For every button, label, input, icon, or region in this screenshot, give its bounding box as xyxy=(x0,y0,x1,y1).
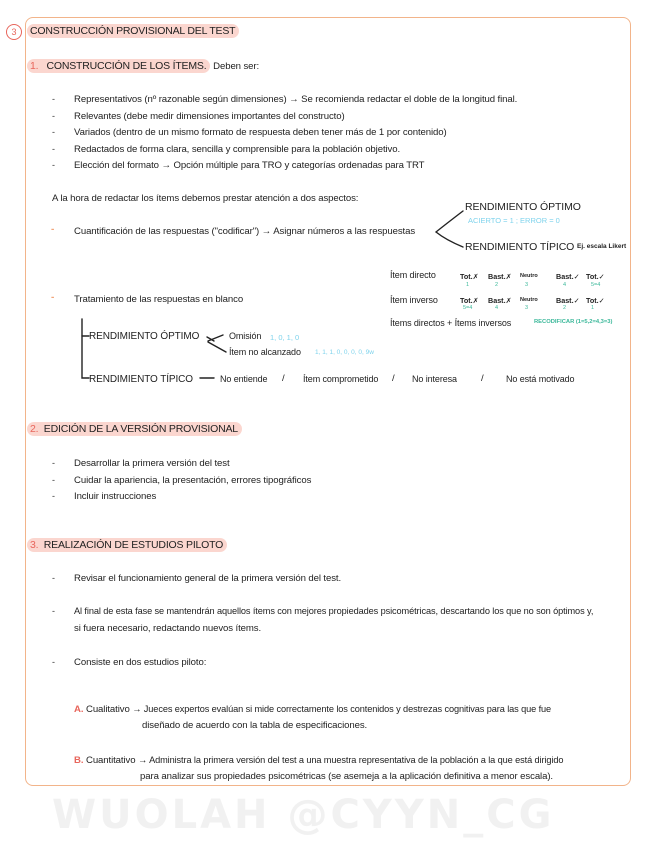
list-item-continued: si fuera necesario, redactando nuevos ítems. xyxy=(74,623,262,634)
section-2-heading: 2. EDICIÓN DE LA VERSIÓN PROVISIONAL xyxy=(27,423,242,435)
list-item: Variados (dentro de un mismo formato de respuesta deben tener más de 1 por contenido) xyxy=(74,127,447,138)
scale-value: 4 xyxy=(495,305,499,311)
list-item: Relevantes (debe medir dimensiones importantes del constructo) xyxy=(74,111,345,122)
scale-label: Bast.✓ xyxy=(556,272,580,281)
scale-label: Bast.✗ xyxy=(488,296,512,305)
study-b-continued: para analizar sus propiedades psicométricas (se asemeja a la aplicación definitiva a menor escala). xyxy=(140,771,553,782)
scale-label: Tot.✗ xyxy=(460,272,479,281)
scale-label: Neutro xyxy=(520,273,538,279)
blank-responses-text: Tratamiento de las respuestas en blanco xyxy=(74,294,244,305)
section-3-heading: 3. REALIZACIÓN DE ESTUDIOS PILOTO xyxy=(27,539,227,551)
item-direct-label: Ítem directo xyxy=(390,270,436,280)
slash: / xyxy=(392,373,395,384)
scale-value: 2 xyxy=(495,282,499,288)
blank-rend-tipico: RENDIMIENTO TÍPICO xyxy=(89,374,193,385)
list-item: Redactados de forma clara, sencilla y comprensible para la población objetivo. xyxy=(74,144,401,155)
list-item: Desarrollar la primera versión del test xyxy=(74,458,230,469)
quantification-text: Cuantificación de las respuestas ("codificar") → Asignar números a las respuestas xyxy=(74,226,416,237)
list-item: Cuidar la apariencia, la presentación, errores tipográficos xyxy=(74,475,312,486)
omission-label: Omisión xyxy=(229,331,262,341)
not-reached-label: Ítem no alcanzado xyxy=(229,347,301,357)
quant-brace xyxy=(436,211,463,247)
slash: / xyxy=(282,373,285,384)
omission-note: 1, 0, 1, 0 xyxy=(270,333,300,342)
scale-label: Tot.✓ xyxy=(586,296,605,305)
scale-label: Neutro xyxy=(520,297,538,303)
slash: / xyxy=(481,373,484,384)
blank-branch xyxy=(82,319,89,378)
scale-label: Bast.✗ xyxy=(488,272,512,281)
intro-text: A la hora de redactar los ítems debemos prestar atención a dos aspectos: xyxy=(52,193,359,204)
tip-option: No está motivado xyxy=(506,374,575,384)
rend-optimo-label: RENDIMIENTO ÓPTIMO xyxy=(465,201,581,213)
scale-note: 5=4 xyxy=(591,282,601,288)
item-inverse-label: Ítem inverso xyxy=(390,295,438,305)
tip-option: No entiende xyxy=(220,374,268,384)
rend-tipico-note: Ej. escala Likert xyxy=(577,243,627,250)
list-item: Incluir instrucciones xyxy=(74,491,157,502)
study-a-continued: diseñado de acuerdo con la tabla de especificaciones. xyxy=(142,720,368,731)
not-reached-note: 1, 1, 1, 0, 0, 0, 0, 9w xyxy=(315,349,374,356)
scale-value: 1 xyxy=(591,305,595,311)
items-both-label: Ítems directos + Ítems inversos xyxy=(390,318,512,328)
rend-tipico-label: RENDIMIENTO TÍPICO xyxy=(465,241,575,253)
tip-option: Ítem comprometido xyxy=(303,374,379,384)
page-title: CONSTRUCCIÓN PROVISIONAL DEL TEST xyxy=(27,25,239,37)
list-item: Representativos (nº razonable según dimensiones) → Se recomienda redactar el doble de la longitud final. xyxy=(74,94,518,105)
scale-value: 3 xyxy=(525,305,529,311)
list-item: Al final de esta fase se mantendrán aquellos ítems con mejores propiedades psicométricas, descartando los que no son óptimos y, xyxy=(74,606,594,616)
study-b: B. Cuantitativo → Administra la primera versión del test a una muestra representativa de la población a la que está dirigido xyxy=(74,755,564,766)
section-1-heading: 1. CONSTRUCCIÓN DE LOS ÍTEMS. Deben ser: xyxy=(27,60,259,72)
scale-value: 1 xyxy=(466,282,470,288)
scale-value: 3 xyxy=(525,282,529,288)
watermark: WUOLAH @CYYN_CG xyxy=(52,792,555,838)
list-item: Elección del formato → Opción múltiple para TRO y categorías ordenadas para TRT xyxy=(74,160,425,171)
recodify-note: RECODIFICAR (1=5,2=4,3=3) xyxy=(534,319,613,325)
study-a: A. Cualitativo → Jueces expertos evalúan si mide correctamente los contenidos y destrezas cognitivas para las que fue xyxy=(74,704,552,715)
scale-value: 2 xyxy=(563,305,567,311)
list-item: Consiste en dos estudios piloto: xyxy=(74,657,207,668)
scale-label: Bast.✓ xyxy=(556,296,580,305)
blank-rend-optimo: RENDIMIENTO ÓPTIMO xyxy=(89,331,200,342)
scale-label: Tot.✗ xyxy=(460,296,479,305)
tip-option: No interesa xyxy=(412,374,457,384)
section-number-badge: 3 xyxy=(6,24,22,40)
scale-label: Tot.✓ xyxy=(586,272,605,281)
scale-value: 4 xyxy=(563,282,567,288)
rend-optimo-note: ACIERTO = 1 ; ERROR = 0 xyxy=(468,216,560,225)
list-item: Revisar el funcionamiento general de la primera versión del test. xyxy=(74,573,342,584)
scale-note: 5=4 xyxy=(463,305,473,311)
